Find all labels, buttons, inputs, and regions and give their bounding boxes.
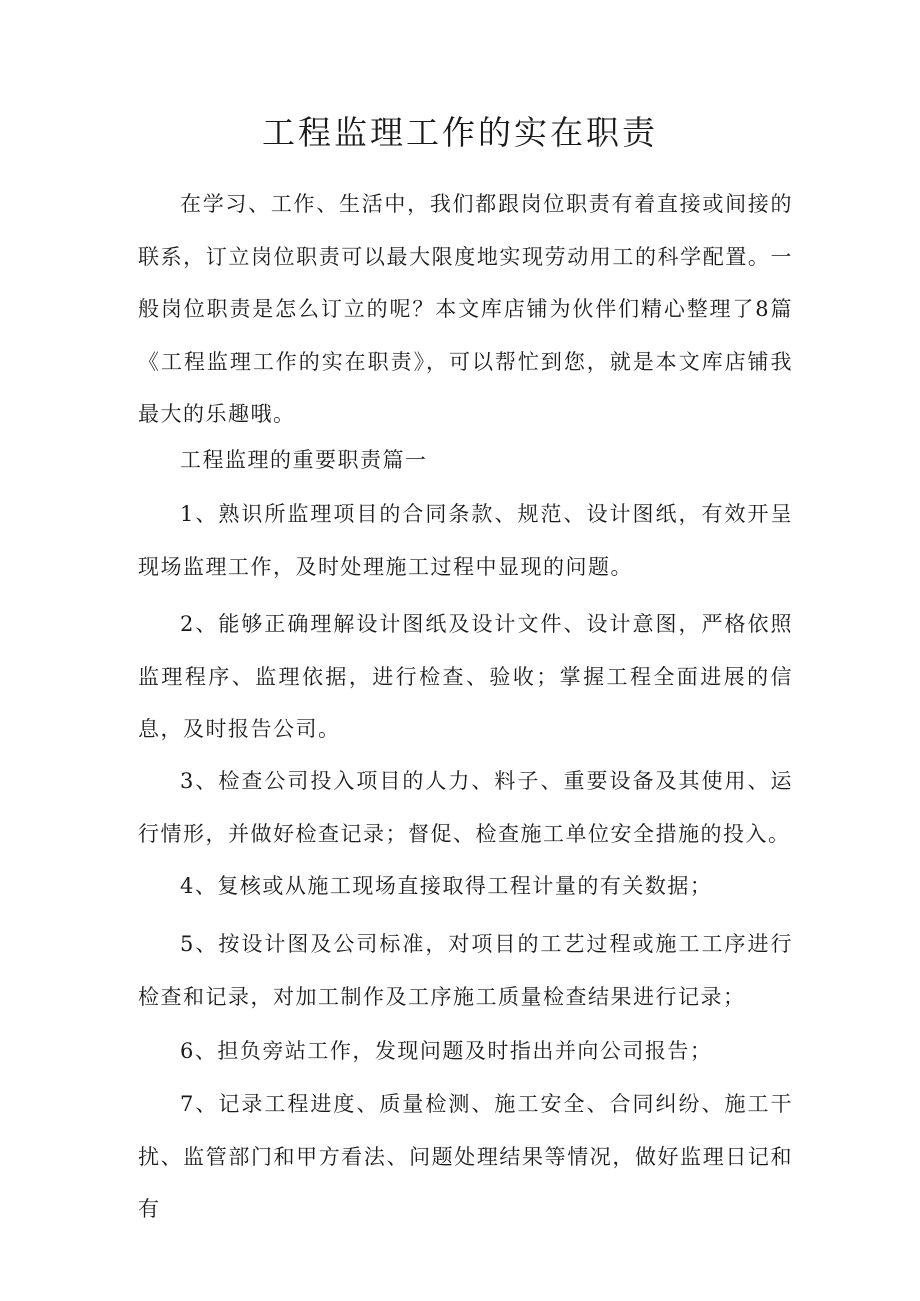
intro-paragraph: 在学习、工作、生活中，我们都跟岗位职责有着直接或间接的联系，订立岗位职责可以最大限度地实现劳动用工的科学配置。一般岗位职责是怎么订立的呢？本文库店铺为伙伴们精心整理了8篇《工程监理工作的实在职责》，可以帮忙到您，就是本文库店铺我最大的乐趣哦。 — [138, 192, 793, 426]
duty-item-2: 2、能够正确理解设计图纸及设计文件、设计意图，严格依照监理程序、监理依据，进行检查、验收；掌握工程全面进展的信息，及时报告公司。 — [138, 612, 793, 741]
duty-item-6: 6、担负旁站工作，发现问题及时指出并向公司报告； — [180, 1039, 713, 1063]
duty-item-5: 5、按设计图及公司标准，对项目的工艺过程或施工工序进行检查和记录，对加工制作及工序施工质量检查结果进行记录； — [138, 932, 793, 1009]
duty-item-4: 4、复核或从施工现场直接取得工程计量的有关数据； — [180, 874, 713, 898]
duty-item-3: 3、检查公司投入项目的人力、料子、重要设备及其使用、运行情形，并做好检查记录；督促、检查施工单位安全措施的投入。 — [138, 769, 793, 846]
document-title: 工程监理工作的实在职责 — [262, 113, 658, 152]
section-heading: 工程监理的重要职责篇一 — [180, 448, 428, 472]
duty-item-7: 7、记录工程进度、质量检测、施工安全、合同纠纷、施工干扰、监管部门和甲方看法、问题处理结果等情况，做好监理日记和有 — [138, 1092, 793, 1221]
duty-item-1: 1、熟识所监理项目的合同条款、规范、设计图纸，有效开呈现场监理工作，及时处理施工过程中显现的问题。 — [138, 502, 793, 579]
